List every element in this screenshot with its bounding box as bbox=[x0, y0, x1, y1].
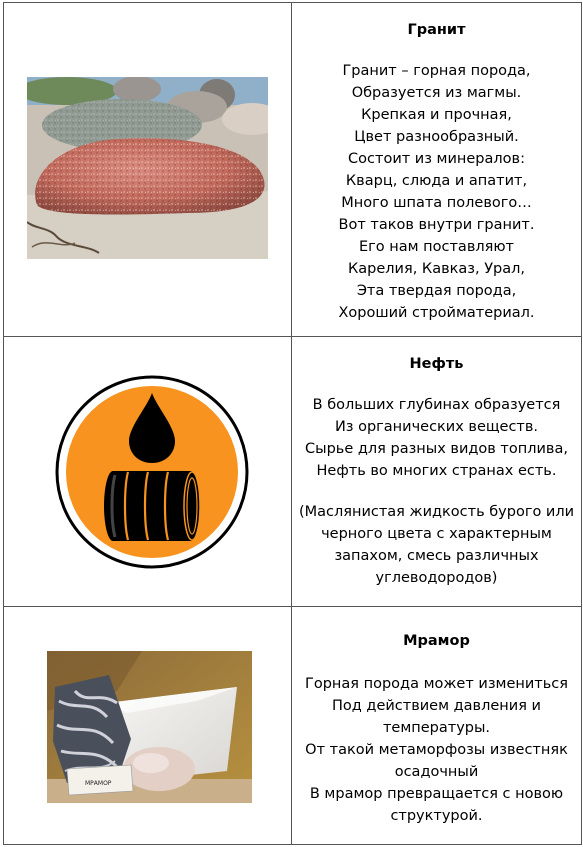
poem-line: Образуется из магмы. bbox=[351, 85, 522, 101]
poem-line: Хороший стройматериал. bbox=[338, 305, 535, 321]
poem-line: Из органических веществ. bbox=[334, 419, 539, 435]
poem-line: Сырье для разных видов топлива, bbox=[305, 441, 568, 457]
poem-line: Карелия, Кавказ, Урал, bbox=[347, 261, 526, 277]
marble-label-card bbox=[67, 765, 133, 795]
card-oil bbox=[4, 337, 582, 607]
marble-image-cell bbox=[4, 607, 292, 845]
oil-icon bbox=[55, 375, 249, 569]
granite-photo bbox=[27, 77, 268, 259]
marble-label-text: МРАМОР bbox=[85, 780, 112, 787]
card-marble bbox=[4, 607, 582, 845]
definition-line: черного цвета с характерным bbox=[321, 526, 552, 542]
marble-photo bbox=[47, 651, 252, 803]
poem-line: Гранит – горная порода, bbox=[342, 63, 531, 79]
poem-line: Под действием давления и bbox=[332, 698, 541, 714]
poem-line: В мрамор превращается с новою bbox=[309, 786, 564, 802]
marble-samples-illustration bbox=[47, 651, 252, 803]
poem-line: Эта твердая порода, bbox=[356, 283, 517, 299]
granite-poem bbox=[292, 60, 581, 324]
poem-line: Кварц, слюда и апатит, bbox=[345, 173, 528, 189]
card-granite bbox=[4, 3, 582, 337]
definition-line: углеводородов) bbox=[375, 570, 498, 586]
oil-title: Нефть bbox=[409, 356, 464, 372]
poem-line: Вот таков внутри гранит. bbox=[338, 217, 535, 233]
poem-line: осадочный bbox=[394, 764, 479, 780]
poem-line: В больших глубинах образуется bbox=[312, 397, 561, 413]
poem-line: Состоит из минералов: bbox=[348, 151, 525, 167]
marble-poem bbox=[292, 673, 581, 827]
oil-image-cell bbox=[4, 337, 292, 607]
poem-line: Цвет разнообразный. bbox=[354, 129, 519, 145]
poem-line: структурой. bbox=[390, 808, 483, 824]
poem-line: Горная порода может измениться bbox=[305, 676, 568, 692]
granite-text-cell bbox=[292, 3, 582, 337]
oil-drop-barrel-icon bbox=[55, 375, 249, 569]
poem-line: Много шпата полевого… bbox=[341, 195, 532, 211]
oil-text-cell bbox=[292, 337, 582, 607]
definition-line: запахом, смесь различных bbox=[334, 548, 539, 564]
cards-table bbox=[3, 2, 582, 845]
poem-line: От такой метаморфозы известняк bbox=[305, 742, 568, 758]
oil-poem bbox=[292, 394, 581, 482]
poem-line: Крепкая и прочная, bbox=[361, 107, 512, 123]
oil-definition bbox=[292, 501, 581, 589]
poem-line: Его нам поставляют bbox=[358, 239, 515, 255]
poem-line: Нефть во многих странах есть. bbox=[316, 463, 557, 479]
poem-line: температуры. bbox=[382, 720, 491, 736]
barrel-icon bbox=[104, 471, 200, 541]
granite-image-cell bbox=[4, 3, 292, 337]
granite-title: Гранит bbox=[407, 22, 466, 38]
granite-rocks-illustration bbox=[27, 77, 268, 259]
marble-text-cell bbox=[292, 607, 582, 845]
definition-line: (Маслянистая жидкость бурого или bbox=[298, 504, 575, 520]
marble-title: Мрамор bbox=[403, 633, 470, 649]
